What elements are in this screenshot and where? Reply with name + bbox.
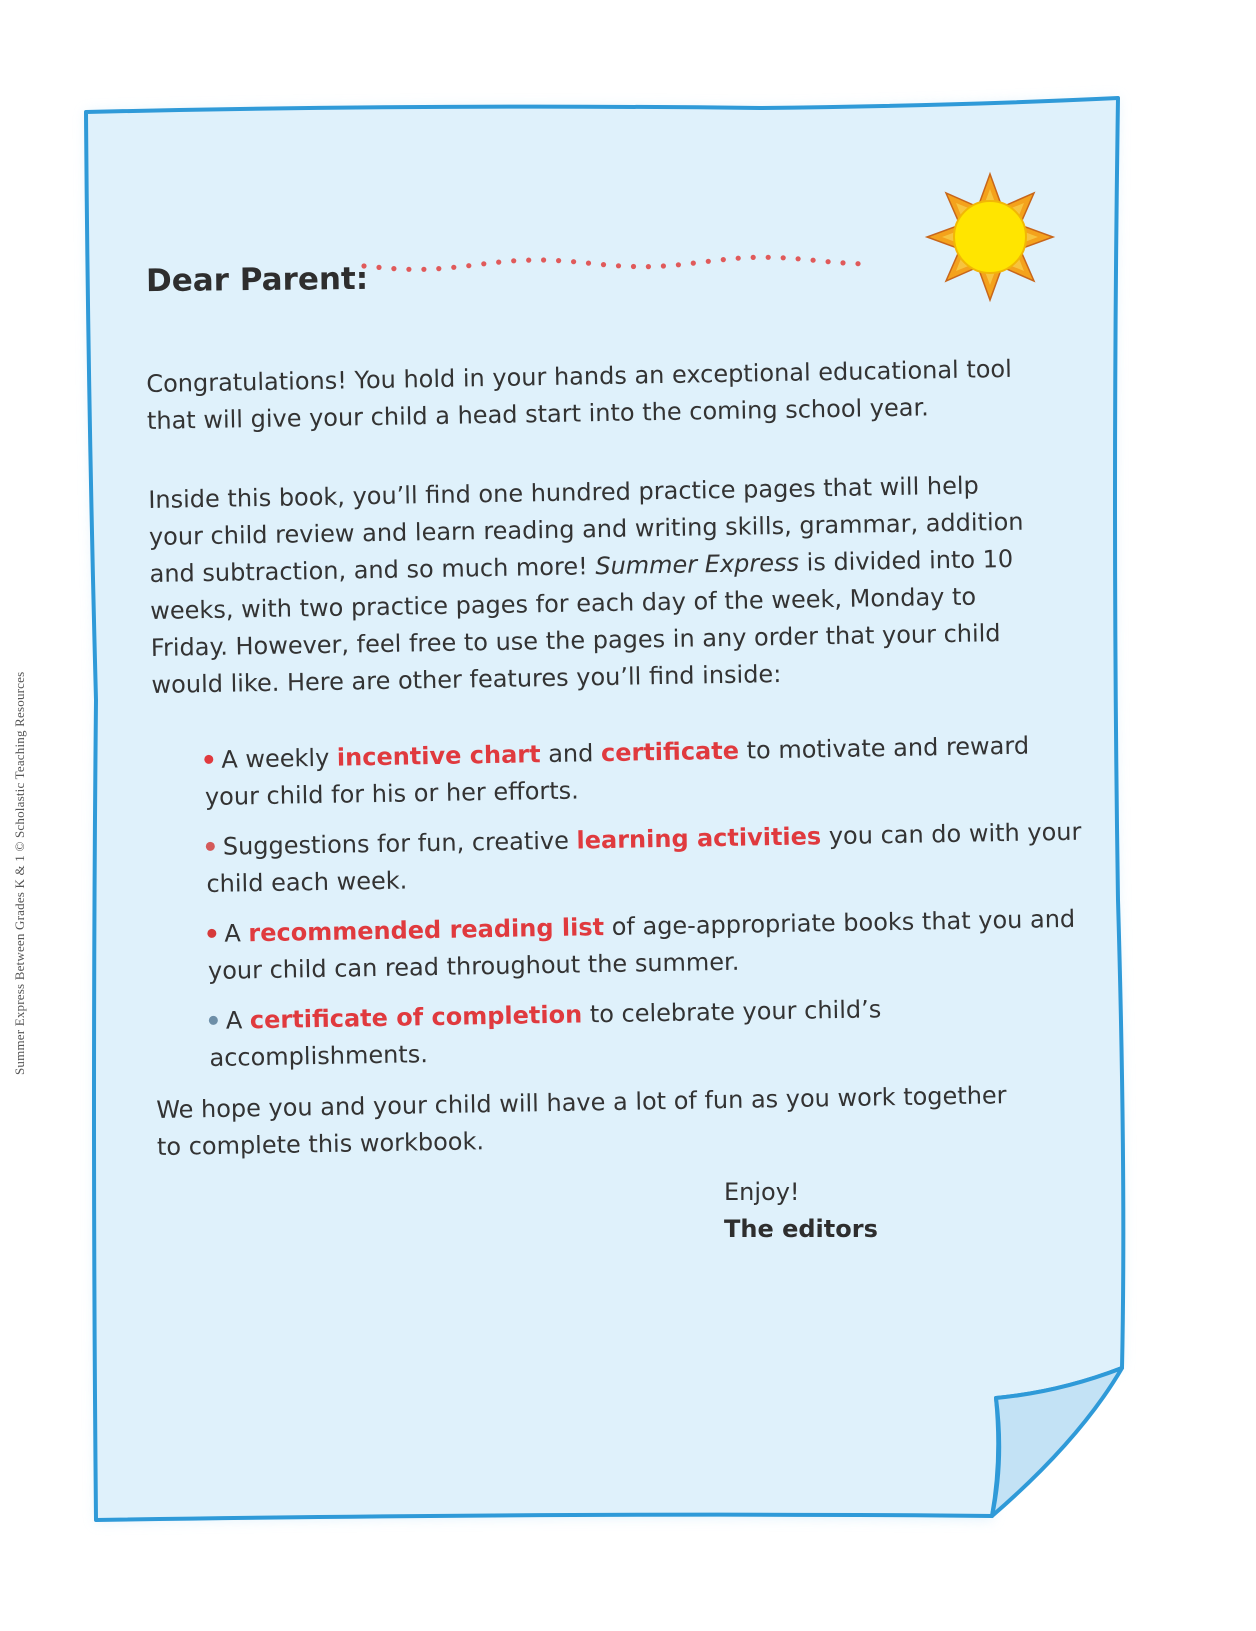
highlight-certificate: certificate [600, 736, 740, 768]
sign-off [724, 1174, 878, 1248]
features-paragraph [148, 467, 1032, 704]
list-item: A weekly incentive chart and certificate to motivate and reward your child for his or her efforts. [204, 731, 1030, 811]
highlight-certificate-of-completion: certificate of completion [249, 1000, 583, 1035]
bullet-dot-icon [204, 754, 213, 763]
highlight-reading-list: recommended reading list [248, 913, 605, 948]
bullet-dot-icon [207, 928, 216, 937]
highlight-learning-activities: learning activities [576, 822, 822, 855]
bullet-dot-icon [206, 841, 215, 850]
book-title: Summer Express [595, 548, 800, 581]
list-item: Suggestions for fun, creative learning activities you can do with your child each week. [206, 817, 1082, 898]
features-text-before: Inside this book, you’ll find one hundred practice pages that will help your child review and learn reading and writing skills, grammar, addition and subtraction, and so much more! [148, 471, 1024, 588]
features-list [204, 727, 1090, 1090]
list-item: A recommended reading list of age-appropriate books that you and your child can read throughout the summer. [207, 904, 1076, 985]
intro-paragraph: Congratulations! You hold in your hands an exceptional educational tool that will give your child a head start into the coming school year. [146, 354, 1013, 435]
highlight-incentive-chart: incentive chart [336, 740, 541, 772]
closing-line: Enjoy! [724, 1178, 800, 1206]
bullet-dot-icon [209, 1015, 218, 1024]
features-text-after: is divided into 10 weeks, with two practice pages for each day of the week, Monday to Friday. However, feel free to use the pages in any order that your child would like. Here are other features you’ll find inside: [150, 544, 1014, 699]
closing-paragraph: We hope you and your child will have a lot of fun as you work together to complete this workbook. [156, 1081, 1007, 1161]
list-item: A certificate of completion to celebrate your child’s accomplishments. [209, 995, 882, 1072]
greeting: Dear Parent: [145, 260, 369, 300]
signature: The editors [724, 1215, 878, 1243]
side-credit: Summer Express Between Grades K & 1 © Scholastic Teaching Resources [12, 671, 27, 1075]
